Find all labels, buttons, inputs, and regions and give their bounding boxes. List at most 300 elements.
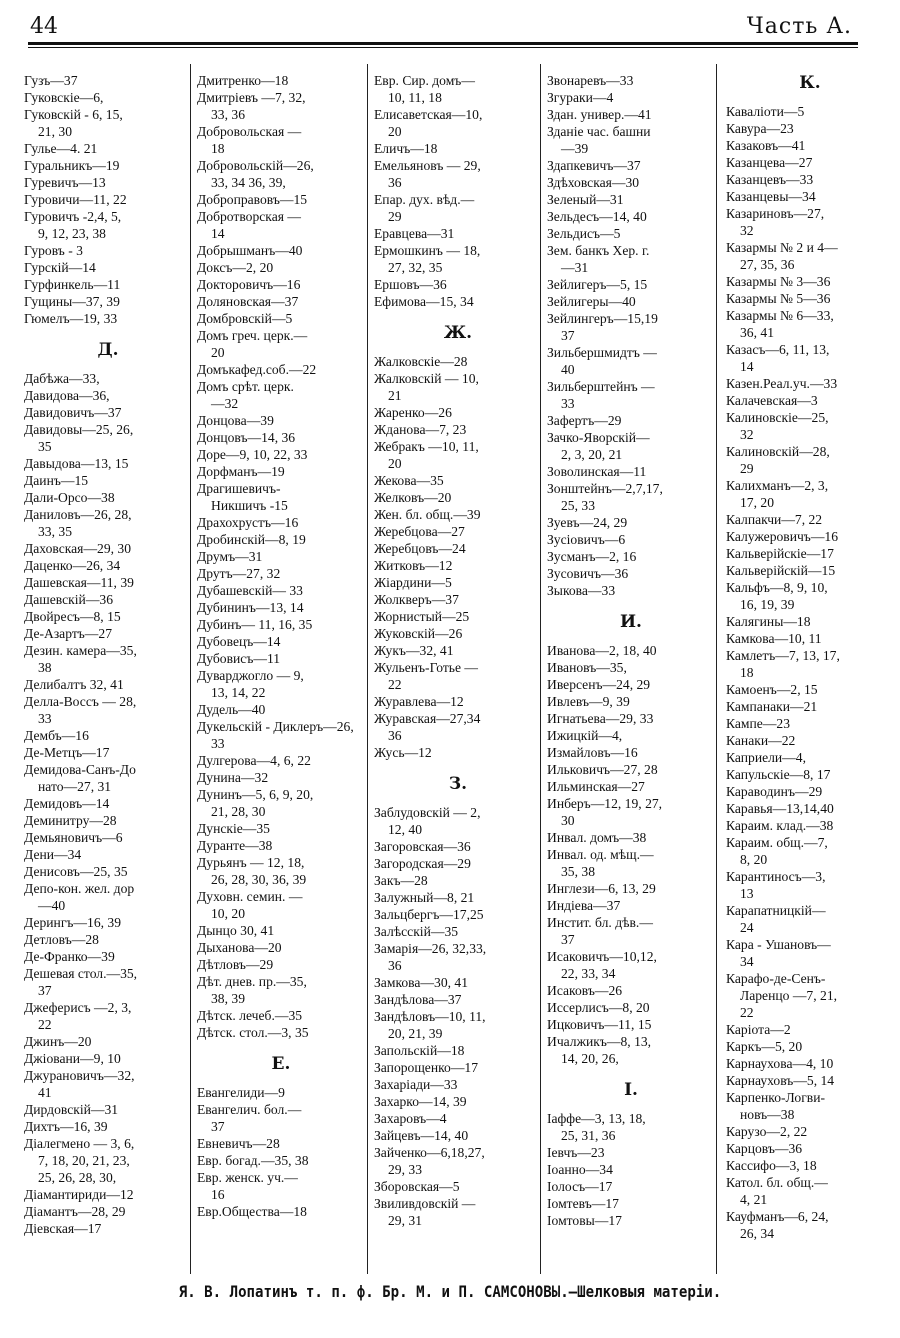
column-divider (367, 64, 368, 1274)
index-entry: Здѣховская—30 (547, 175, 640, 190)
index-entry: Казармы № 5—36 (726, 291, 831, 306)
index-column-2 (197, 72, 365, 1220)
index-entry: Дѣтск. стол.—3, 35 (197, 1025, 309, 1040)
index-entry-continuation: 21, 30 (38, 124, 72, 139)
index-entry: Индіева—37 (547, 898, 621, 913)
index-entry: Зусіовичъ—6 (547, 532, 626, 547)
index-entry-continuation: 2, 3, 20, 21 (561, 447, 623, 462)
index-entry: Домъкафед.соб.—22 (197, 362, 317, 377)
index-entry: Казанцевъ—33 (726, 172, 814, 187)
index-entry: Ивановъ—35, (547, 660, 627, 675)
index-entry: Демидовъ—14 (24, 796, 110, 811)
index-entry: Зоволинская—11 (547, 464, 647, 479)
index-entry: Караводинъ—29 (726, 784, 823, 799)
index-entry: Денисовъ—25, 35 (24, 864, 128, 879)
index-entry: Кауфманъ—6, 24, (726, 1209, 829, 1224)
index-entry: Дашевскій—36 (24, 592, 114, 607)
section-letter-heading: Ж. (443, 323, 473, 343)
index-entry-continuation: 22, 33, 34 (561, 966, 616, 981)
header-rule-thin (28, 47, 858, 48)
index-entry: Дукельскій - Диклеръ—26, 33 (197, 719, 354, 751)
index-entry: Жолкверъ—37 (374, 592, 459, 607)
index-entry: Житковъ—12 (374, 558, 453, 573)
index-entry: Гулье—4. 21 (24, 141, 98, 156)
index-entry-continuation: 40 (561, 362, 575, 377)
index-entry-continuation: 29, 31 (388, 1213, 422, 1228)
index-entry: Жукъ—32, 41 (374, 643, 454, 658)
index-entry: Згураки—4 (547, 90, 614, 105)
index-entry: Жданова—7, 23 (374, 422, 467, 437)
index-entry: Инвал. домъ—38 (547, 830, 647, 845)
index-entry-continuation: 20, 21, 39 (388, 1026, 443, 1041)
index-entry: Еличъ—18 (374, 141, 438, 156)
index-column-1 (24, 72, 192, 1237)
index-entry: Евр. Сир. домъ— (374, 73, 475, 88)
index-entry: Іаффе—3, 13, 18, (547, 1111, 646, 1126)
section-letter-heading: Д. (97, 340, 119, 360)
index-entry: Ефимова—15, 34 (374, 294, 474, 309)
index-entry: Калачевская—3 (726, 393, 818, 408)
index-entry: Де-Франко—39 (24, 949, 115, 964)
index-entry: Кальверійскій—15 (726, 563, 836, 578)
footer-advertisement: Я. В. Лопатинъ т. п. ф. Бр. М. и П. САМСОНОВЫ.—Шелковыя матеріи. (178, 1282, 722, 1301)
index-entry-continuation: 25, 26, 28, 30, (38, 1170, 117, 1185)
index-entry-continuation: 8, 20 (740, 852, 768, 867)
index-entry-continuation: 21 (388, 388, 402, 403)
index-entry: Жалковскіе—28 (374, 354, 468, 369)
index-entry: Дерингъ—16, 39 (24, 915, 122, 930)
index-entry: Закъ—28 (374, 873, 428, 888)
index-entry-continuation: 7, 18, 20, 21, 23, (38, 1153, 130, 1168)
index-entry-continuation: 13 (740, 886, 754, 901)
index-entry: Калягины—18 (726, 614, 811, 629)
index-entry-continuation: 27, 35, 36 (740, 257, 795, 272)
index-entry: Капульскіе—8, 17 (726, 767, 831, 782)
index-entry-continuation: —40 (38, 898, 66, 913)
index-entry: Даниловъ—26, 28, (24, 507, 132, 522)
index-entry: Зейлингеръ—15,19 (547, 311, 658, 326)
index-entry: Даховская—29, 30 (24, 541, 132, 556)
index-entry: Карнауховъ—5, 14 (726, 1073, 835, 1088)
index-entry: Дорфманъ—19 (197, 464, 285, 479)
index-entry-continuation: 4, 21 (740, 1192, 768, 1207)
index-entry: Иванова—2, 18, 40 (547, 643, 657, 658)
index-entry: Жалковскій — 10, (374, 371, 479, 386)
index-entry: Дубинъ— 11, 16, 35 (197, 617, 313, 632)
index-entry: Евр. богад.—35, 38 (197, 1153, 309, 1168)
index-entry: Евневичъ—28 (197, 1136, 280, 1151)
index-entry: Давидовы—25, 26, (24, 422, 134, 437)
page-number: 44 (30, 14, 58, 39)
index-entry-continuation: 33, 35 (38, 524, 72, 539)
index-entry: Зейлигеръ—5, 15 (547, 277, 648, 292)
index-entry: Захаровъ—4 (374, 1111, 447, 1126)
index-entry: Жеребцовъ—24 (374, 541, 466, 556)
index-entry: Дмитріевъ —7, 32, (197, 90, 306, 105)
index-entry: Діевская—17 (24, 1221, 102, 1236)
index-entry: Казармы № 3—36 (726, 274, 831, 289)
index-entry: Казариновъ—27, (726, 206, 825, 221)
index-entry-continuation: 38, 39 (211, 991, 245, 1006)
index-entry: Зеленый—31 (547, 192, 624, 207)
index-entry: Гурфинкель—11 (24, 277, 121, 292)
index-entry: Карапатницкій— (726, 903, 826, 918)
index-entry: Камлетъ—7, 13, 17, (726, 648, 840, 663)
index-entry: Доре—9, 10, 22, 33 (197, 447, 308, 462)
index-entry: Калиновскій—28, (726, 444, 830, 459)
index-entry: Караим. клад.—38 (726, 818, 834, 833)
index-entry: Звиливдовскій — (374, 1196, 476, 1211)
index-entry-continuation: 25, 31, 36 (561, 1128, 616, 1143)
index-entry: Зандѣлова—37 (374, 992, 462, 1007)
index-entry: Дубовецъ—14 (197, 634, 281, 649)
header-rule (28, 42, 858, 45)
index-entry: Кампе—23 (726, 716, 791, 731)
index-entry: Казармы № 2 и 4— (726, 240, 838, 255)
index-entry: Ицковичъ—11, 15 (547, 1017, 652, 1032)
index-entry-continuation: 33, 34 36, 39, (211, 175, 286, 190)
index-entry: Іоанно—34 (547, 1162, 613, 1177)
index-entry: Гуковскіе—6, (24, 90, 104, 105)
section-letter-heading: И. (620, 612, 642, 632)
index-entry-continuation: 37 (38, 983, 52, 998)
index-entry: Дубининъ—13, 14 (197, 600, 304, 615)
index-entry: Исаковичъ—10,12, (547, 949, 657, 964)
index-entry: Ильминская—27 (547, 779, 645, 794)
index-entry: Карантиносъ—3, (726, 869, 826, 884)
index-entry-continuation: 30 (561, 813, 575, 828)
index-entry: Діамантъ—28, 29 (24, 1204, 126, 1219)
index-entry: Демьяновичъ—6 (24, 830, 123, 845)
index-entry: Зонштейнъ—2,7,17, (547, 481, 663, 496)
index-entry: Добротворская — (197, 209, 301, 224)
index-entry: Жен. бл. общ.—39 (374, 507, 481, 522)
index-entry: Дѣтск. лечеб.—35 (197, 1008, 303, 1023)
index-entry: Доброправовъ—15 (197, 192, 308, 207)
index-entry: Дѣтловъ—29 (197, 957, 274, 972)
index-entry: Гущины—37, 39 (24, 294, 120, 309)
index-entry: Гюмелъ—19, 33 (24, 311, 118, 326)
index-entry: Кавалioти—5 (726, 104, 805, 119)
index-entry: Жекова—35 (374, 473, 444, 488)
index-entry: Инберъ—12, 19, 27, (547, 796, 663, 811)
index-entry: Демидова-Санъ-До (24, 762, 136, 777)
index-entry-continuation: 22 (38, 1017, 52, 1032)
index-entry: Дуварджогло — 9, (197, 668, 304, 683)
index-entry: Гурскій—14 (24, 260, 96, 275)
index-entry: Кальверійскіе—17 (726, 546, 834, 561)
index-entry: Давидова—36, (24, 388, 110, 403)
index-entry-continuation: 36 (388, 728, 402, 743)
index-entry: Калужеровичъ—16 (726, 529, 839, 544)
index-entry-continuation: 36 (388, 958, 402, 973)
index-entry: Зем. банкъ Хер. г. (547, 243, 650, 258)
index-entry: Жіардини—5 (374, 575, 452, 590)
index-entry: Іомтовы—17 (547, 1213, 622, 1228)
index-entry: Жусь—12 (374, 745, 432, 760)
index-entry: Дубовисъ—11 (197, 651, 281, 666)
index-entry: Делибалтъ 32, 41 (24, 677, 124, 692)
section-letter-heading: І. (624, 1080, 638, 1100)
index-entry: Дуранте—38 (197, 838, 273, 853)
index-entry: Жульенъ-Готье — (374, 660, 479, 675)
index-entry: Евангелиди—9 (197, 1085, 285, 1100)
index-entry: Де-Азартъ—27 (24, 626, 112, 641)
index-entry: Жебракъ —10, 11, (374, 439, 479, 454)
index-entry: Звонаревъ—33 (547, 73, 634, 88)
index-entry-continuation: 17, 20 (740, 495, 774, 510)
index-entry: Дмитренко—18 (197, 73, 289, 88)
index-entry-continuation: 20 (388, 456, 402, 471)
index-entry-continuation: 29, 33 (388, 1162, 422, 1177)
index-entry: Дени—34 (24, 847, 82, 862)
index-entry: Донцовъ—14, 36 (197, 430, 296, 445)
index-entry: Дулгерова—4, 6, 22 (197, 753, 311, 768)
index-entry: Дембъ—16 (24, 728, 89, 743)
page-title: Часть А. (746, 14, 852, 39)
index-entry: Казармы № 6—33, (726, 308, 834, 323)
index-entry: Кавура—23 (726, 121, 794, 136)
index-entry: Запорощенко—17 (374, 1060, 479, 1075)
index-entry-continuation: 25, 33 (561, 498, 595, 513)
index-entry: Джеферисъ —2, 3, (24, 1000, 132, 1015)
index-entry: Калиновскіе—25, (726, 410, 829, 425)
index-entry: Доксъ—2, 20 (197, 260, 274, 275)
index-entry: Дашевская—11, 39 (24, 575, 134, 590)
index-entry-continuation: 27, 32, 35 (388, 260, 443, 275)
index-entry: Зейлигеры—40 (547, 294, 636, 309)
index-entry: Дубашевскій— 33 (197, 583, 303, 598)
index-entry: Здан. универ.—41 (547, 107, 652, 122)
index-entry: Зачко-Яворскій— (547, 430, 650, 445)
index-entry: Друтъ—27, 32 (197, 566, 281, 581)
index-entry-continuation: 37 (561, 932, 575, 947)
index-entry: Загородская—29 (374, 856, 471, 871)
index-entry: Де-Метцъ—17 (24, 745, 110, 760)
index-entry: Зильбершмидтъ — (547, 345, 657, 360)
index-entry: Гуковскій - 6, 15, (24, 107, 123, 122)
index-entry: Дѣт. днев. пр.—35, (197, 974, 307, 989)
index-entry-continuation: 12, 40 (388, 822, 422, 837)
index-entry: Дихтъ—16, 39 (24, 1119, 108, 1134)
index-entry: Казанцевы—34 (726, 189, 816, 204)
index-entry: Евр. женск. уч.— (197, 1170, 298, 1185)
index-entry: Домъ срѣт. церк. (197, 379, 294, 394)
index-entry: Донцова—39 (197, 413, 274, 428)
index-entry: Караим. общ.—7, (726, 835, 828, 850)
index-entry: Зборовская—5 (374, 1179, 460, 1194)
index-entry-continuation: 33 (38, 711, 52, 726)
index-entry: Заблудовскій — 2, (374, 805, 481, 820)
index-entry: Иссерлисъ—8, 20 (547, 1000, 650, 1015)
index-entry: Каркъ—5, 20 (726, 1039, 803, 1054)
index-entry: Загоровская—36 (374, 839, 471, 854)
index-column-3 (374, 72, 542, 1229)
index-entry: Зусманъ—2, 16 (547, 549, 637, 564)
index-entry: Діалегмено — 3, 6, (24, 1136, 135, 1151)
index-entry: Іолосъ—17 (547, 1179, 613, 1194)
index-entry: Жорнистый—25 (374, 609, 470, 624)
index-entry-continuation: 29 (740, 461, 754, 476)
index-entry: Калпакчи—7, 22 (726, 512, 823, 527)
index-entry: Замкова—30, 41 (374, 975, 469, 990)
index-entry: Калихманъ—2, 3, (726, 478, 829, 493)
index-entry: Кампанаки—21 (726, 699, 818, 714)
index-entry: Докторовичъ—16 (197, 277, 301, 292)
index-entry: Карцовъ—36 (726, 1141, 803, 1156)
index-entry-continuation: Никшичъ -15 (211, 498, 288, 513)
index-entry: Инглези—6, 13, 29 (547, 881, 656, 896)
index-entry: Камоенъ—2, 15 (726, 682, 818, 697)
index-entry: Добровольская — (197, 124, 302, 139)
index-entry: Ивлевъ—9, 39 (547, 694, 630, 709)
index-entry: Казаковъ—41 (726, 138, 806, 153)
index-entry: Давыдова—13, 15 (24, 456, 129, 471)
index-entry-continuation: 16 (211, 1187, 225, 1202)
index-entry: Зельдесъ—14, 40 (547, 209, 647, 224)
index-entry: Казен.Реал.уч.—33 (726, 376, 838, 391)
section-letter-heading: К. (799, 73, 821, 93)
index-entry: Карузо—2, 22 (726, 1124, 808, 1139)
index-entry: Зильберштейнъ — (547, 379, 655, 394)
index-entry-continuation: 10, 11, 18 (388, 90, 442, 105)
index-entry: Гузъ—37 (24, 73, 78, 88)
index-entry-continuation: 37 (211, 1119, 225, 1134)
index-entry-continuation: 36 (388, 175, 402, 190)
index-entry: Гуревичъ—13 (24, 175, 106, 190)
index-entry: Евангелич. бол.— (197, 1102, 302, 1117)
index-entry: Домъ греч. церк.— (197, 328, 308, 343)
index-entry: Ершовъ—36 (374, 277, 447, 292)
index-entry: Измайловъ—16 (547, 745, 638, 760)
index-entry: Деминитру—28 (24, 813, 117, 828)
index-entry: Діамантириди—12 (24, 1187, 134, 1202)
index-entry: Джурановичъ—32, (24, 1068, 135, 1083)
index-entry: Двойресъ—8, 15 (24, 609, 121, 624)
index-entry-continuation: 22 (740, 1005, 754, 1020)
index-entry: Дробинскій—8, 19 (197, 532, 306, 547)
index-entry: Дали-Орсо—38 (24, 490, 115, 505)
index-entry: Зафертъ—29 (547, 413, 622, 428)
index-entry: Ермошкинъ — 18, (374, 243, 481, 258)
index-entry-continuation: —31 (561, 260, 589, 275)
index-entry-continuation: 18 (740, 665, 754, 680)
index-entry: Давидовичъ—37 (24, 405, 122, 420)
index-entry: Карнаухова—4, 10 (726, 1056, 834, 1071)
index-entry: Катол. бл. общ.— (726, 1175, 828, 1190)
index-entry-continuation: —39 (561, 141, 589, 156)
index-entry: Кальфъ—8, 9, 10, (726, 580, 828, 595)
index-entry: Камкова—10, 11 (726, 631, 822, 646)
index-entry-continuation: 16, 19, 39 (740, 597, 795, 612)
index-entry-continuation: 13, 14, 22 (211, 685, 266, 700)
index-entry: Замарія—26, 32,33, (374, 941, 487, 956)
index-entry: Еравцева—31 (374, 226, 455, 241)
index-entry: Детловъ—28 (24, 932, 99, 947)
index-entry: Залѣсскій—35 (374, 924, 459, 939)
column-divider (716, 64, 717, 1274)
index-entry-continuation: 14 (211, 226, 225, 241)
index-entry: Дунинъ—5, 6, 9, 20, (197, 787, 314, 802)
index-entry: Инвал. од. мѣщ.— (547, 847, 654, 862)
index-entry: Депо-кон. жел. дор (24, 881, 135, 896)
index-entry-continuation: 38 (38, 660, 52, 675)
index-entry: Делла-Воссъ — 28, (24, 694, 137, 709)
index-entry-continuation: 14 (740, 359, 754, 374)
index-entry: Запольскій—18 (374, 1043, 465, 1058)
index-entry: Зусовичъ—36 (547, 566, 629, 581)
index-entry: Захарко—14, 39 (374, 1094, 467, 1109)
index-entry: Жеребцова—27 (374, 524, 465, 539)
index-entry-continuation: 26, 34 (740, 1226, 774, 1241)
index-entry-continuation: 37 (561, 328, 575, 343)
index-entry-continuation: новъ—38 (740, 1107, 795, 1122)
index-entry-continuation: 33 (561, 396, 575, 411)
index-entry: Дудель—40 (197, 702, 266, 717)
index-entry: Зайцевъ—14, 40 (374, 1128, 469, 1143)
index-entry: Гуральникъ—19 (24, 158, 120, 173)
index-entry: Игнатьева—29, 33 (547, 711, 654, 726)
index-entry: Каріота—2 (726, 1022, 791, 1037)
index-entry-continuation: 41 (38, 1085, 52, 1100)
index-entry: Желковъ—20 (374, 490, 452, 505)
index-column-4 (547, 72, 715, 1229)
index-entry: Емельяновъ — 29, (374, 158, 481, 173)
index-entry-continuation: 32 (740, 223, 754, 238)
index-entry: Кара - Ушановъ— (726, 937, 831, 952)
index-entry: Инстит. бл. дѣв.— (547, 915, 653, 930)
index-entry-continuation: 32 (740, 427, 754, 442)
index-entry-continuation: нато—27, 31 (38, 779, 112, 794)
index-entry: Зданіе час. башни (547, 124, 651, 139)
index-entry: Гуровъ - 3 (24, 243, 83, 258)
index-entry: Домбровскій—5 (197, 311, 293, 326)
index-entry: Дешевая стол.—35, (24, 966, 138, 981)
index-entry: Захаріади—33 (374, 1077, 458, 1092)
index-entry: Іевчъ—23 (547, 1145, 605, 1160)
index-entry: Жуковскій—26 (374, 626, 463, 641)
index-entry: Карафо-де-Сенъ- (726, 971, 826, 986)
index-entry: Даинъ—15 (24, 473, 89, 488)
index-entry-continuation: 18 (211, 141, 225, 156)
section-letter-heading: Е. (271, 1054, 291, 1074)
index-entry-continuation: 29 (388, 209, 402, 224)
index-entry: Журавская—27,34 (374, 711, 481, 726)
section-letter-heading: З. (448, 774, 468, 794)
index-entry: Зайченко—6,18,27, (374, 1145, 485, 1160)
index-entry: Зельдисъ—5 (547, 226, 621, 241)
index-entry: Добровольскій—26, (197, 158, 314, 173)
index-entry: Іомтевъ—17 (547, 1196, 619, 1211)
index-entry: Зандѣловъ—10, 11, (374, 1009, 486, 1024)
index-entry: Епар. дух. вѣд.— (374, 192, 475, 207)
index-entry-continuation: 9, 12, 23, 38 (38, 226, 106, 241)
index-entry-continuation: 26, 28, 30, 36, 39 (211, 872, 307, 887)
index-entry: Гуровичи—11, 22 (24, 192, 127, 207)
index-entry: Духовн. семин. — (197, 889, 303, 904)
index-entry: Елисаветская—10, (374, 107, 483, 122)
index-entry-continuation: 10, 20 (211, 906, 245, 921)
index-entry: Залужный—8, 21 (374, 890, 475, 905)
index-entry-continuation: 21, 28, 30 (211, 804, 266, 819)
index-entry: Ичалжикъ—8, 13, (547, 1034, 652, 1049)
index-entry-continuation: 22 (388, 677, 402, 692)
index-entry-continuation: 20 (388, 124, 402, 139)
index-entry: Добрышманъ—40 (197, 243, 303, 258)
index-entry-continuation: 14, 20, 26, (561, 1051, 619, 1066)
index-column-5 (726, 72, 894, 1242)
index-entry: Каприели—4, (726, 750, 806, 765)
